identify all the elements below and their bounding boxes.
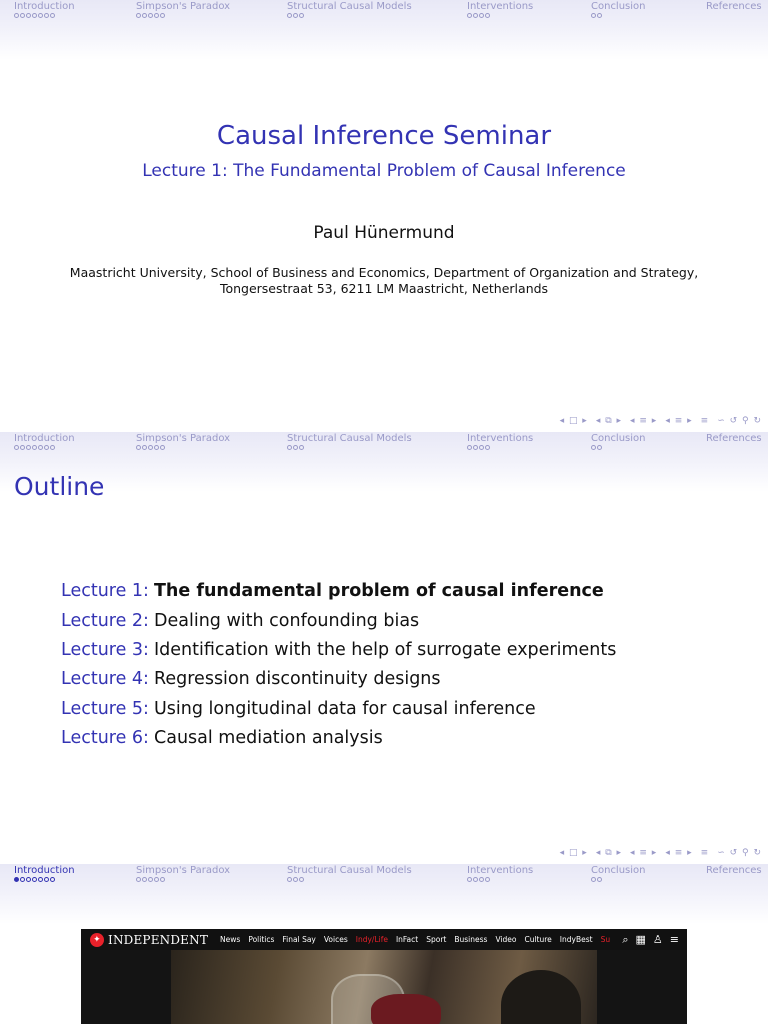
slide-dot[interactable] bbox=[299, 877, 304, 882]
slide-dot[interactable] bbox=[148, 13, 153, 18]
nav-section-introduction[interactable]: Introduction bbox=[14, 433, 75, 444]
nav-section-conclusion[interactable]: Conclusion bbox=[591, 1, 646, 12]
slide-dot[interactable] bbox=[479, 445, 484, 450]
slide-dot[interactable] bbox=[50, 13, 55, 18]
lecture-text: Causal mediation analysis bbox=[154, 728, 383, 748]
slide-dot[interactable] bbox=[32, 877, 37, 882]
institute bbox=[0, 265, 768, 297]
section-navigation-bar bbox=[0, 0, 768, 60]
slide-dots-structural-causal-models[interactable] bbox=[287, 877, 304, 885]
lecture-text: The fundamental problem of causal inference bbox=[154, 581, 604, 601]
slide-dots-conclusion[interactable] bbox=[591, 13, 602, 21]
slide-dot[interactable] bbox=[160, 13, 165, 18]
slide-dot[interactable] bbox=[287, 877, 292, 882]
slide-dots-introduction[interactable] bbox=[14, 13, 55, 21]
nav-document-icon[interactable]: ≡ bbox=[700, 848, 710, 858]
slide-dot[interactable] bbox=[14, 445, 19, 450]
slide-dot[interactable] bbox=[591, 877, 596, 882]
nav-search-icon[interactable]: ∽ ↺ ⚲ ↻ bbox=[717, 848, 762, 858]
nav-section-simpsons-paradox[interactable]: Simpson's Paradox bbox=[136, 433, 231, 444]
slide-dots-interventions[interactable] bbox=[467, 445, 490, 453]
nav-link: Voices bbox=[323, 935, 348, 944]
slide-dots-simpsons-paradox[interactable] bbox=[136, 877, 165, 885]
lecture-label: Lecture 1: bbox=[61, 581, 149, 601]
slide-dot[interactable] bbox=[148, 445, 153, 450]
nav-section-conclusion[interactable]: Conclusion bbox=[591, 865, 646, 876]
slide-dots-introduction[interactable] bbox=[14, 445, 55, 453]
lecture-label: Lecture 5: bbox=[61, 699, 149, 719]
independent-logo bbox=[90, 933, 208, 947]
slide-dot[interactable] bbox=[38, 13, 43, 18]
nav-section-structural-causal-models[interactable]: Structural Causal Models bbox=[287, 1, 412, 12]
slide-dot[interactable] bbox=[293, 445, 298, 450]
nav-section-structural-causal-models[interactable]: Structural Causal Models bbox=[287, 865, 412, 876]
lecture-label: Lecture 3: bbox=[61, 640, 149, 660]
slide-dot[interactable] bbox=[50, 445, 55, 450]
nav-section-interventions[interactable]: Interventions bbox=[467, 1, 534, 12]
slide-dots-simpsons-paradox[interactable] bbox=[136, 13, 165, 21]
slide-dots-structural-causal-models[interactable] bbox=[287, 13, 304, 21]
slide-dots-interventions[interactable] bbox=[467, 13, 490, 21]
lecture-item bbox=[61, 611, 419, 631]
slide-dots-simpsons-paradox[interactable] bbox=[136, 445, 165, 453]
slide-title bbox=[0, 0, 768, 432]
nav-slide-icon[interactable]: ◂ □ ▸ bbox=[559, 416, 588, 426]
lecture-item bbox=[61, 581, 604, 601]
nav-section-interventions[interactable]: Interventions bbox=[467, 865, 534, 876]
nav-subsection-icon[interactable]: ◂ ≡ ▸ bbox=[630, 416, 658, 426]
nav-link: Business bbox=[454, 935, 488, 944]
frame-title: Outline bbox=[14, 472, 105, 501]
lecture-label: Lecture 2: bbox=[61, 611, 149, 631]
nav-link: Indy/Life bbox=[355, 935, 388, 944]
nav-section-references[interactable]: References bbox=[706, 433, 762, 444]
slide-dot[interactable] bbox=[32, 445, 37, 450]
slide-dot[interactable] bbox=[597, 13, 602, 18]
nav-section-icon[interactable]: ◂ ≡ ▸ bbox=[665, 416, 693, 426]
slide-dot[interactable] bbox=[160, 877, 165, 882]
slide-dot[interactable] bbox=[479, 877, 484, 882]
section-navigation-bar bbox=[0, 432, 768, 492]
slide-dot[interactable] bbox=[287, 445, 292, 450]
newspaper-icons bbox=[622, 933, 679, 947]
lecture-item bbox=[61, 699, 536, 719]
slide-dot[interactable] bbox=[473, 13, 478, 18]
nav-link: News bbox=[220, 935, 241, 944]
nav-section-interventions[interactable]: Interventions bbox=[467, 433, 534, 444]
slide-dot[interactable] bbox=[597, 445, 602, 450]
slide-dot[interactable] bbox=[299, 445, 304, 450]
slide-dots-interventions[interactable] bbox=[467, 877, 490, 885]
lecture-text: Using longitudinal data for causal inference bbox=[154, 699, 536, 719]
slide-dot[interactable] bbox=[591, 13, 596, 18]
nav-section-structural-causal-models[interactable]: Structural Causal Models bbox=[287, 433, 412, 444]
nav-link: InFact bbox=[395, 935, 419, 944]
lecture-item bbox=[61, 640, 616, 660]
nav-document-icon[interactable]: ≡ bbox=[700, 416, 710, 426]
slide-dot[interactable] bbox=[160, 445, 165, 450]
menu-icon: ≡ bbox=[669, 933, 679, 946]
nav-search-icon[interactable]: ∽ ↺ ⚲ ↻ bbox=[717, 416, 762, 426]
slide-dot[interactable] bbox=[142, 13, 147, 18]
nav-frame-icon[interactable]: ◂ ⧉ ▸ bbox=[595, 416, 623, 426]
nav-section-icon[interactable]: ◂ ≡ ▸ bbox=[665, 848, 693, 858]
nav-section-introduction[interactable]: Introduction bbox=[14, 865, 75, 876]
slide-dot[interactable] bbox=[467, 13, 472, 18]
slide-dot[interactable] bbox=[473, 877, 478, 882]
presentation-subtitle: Lecture 1: The Fundamental Problem of Causal Inference bbox=[142, 161, 626, 181]
slide-dot[interactable] bbox=[136, 445, 141, 450]
wine bbox=[371, 994, 441, 1024]
slide-dot[interactable] bbox=[44, 13, 49, 18]
slide-dot[interactable] bbox=[20, 445, 25, 450]
lecture-text: Regression discontinuity designs bbox=[154, 669, 441, 689]
nav-section-references[interactable]: References bbox=[706, 1, 762, 12]
slide-dot[interactable] bbox=[154, 877, 159, 882]
wine-photo bbox=[171, 950, 597, 1024]
slide-dot[interactable] bbox=[32, 13, 37, 18]
slide-dot[interactable] bbox=[142, 877, 147, 882]
edition-icon: ▦ bbox=[635, 933, 646, 946]
slide-dot[interactable] bbox=[148, 877, 153, 882]
section-navigation-bar bbox=[0, 864, 768, 924]
user-icon: ♙ bbox=[652, 933, 663, 946]
slide-outline bbox=[0, 432, 768, 864]
institute-line-2: Tongersestraat 53, 6211 LM Maastricht, Netherlands bbox=[219, 281, 549, 296]
beamer-navigation-symbols bbox=[560, 416, 762, 426]
slide-dot[interactable] bbox=[485, 877, 490, 882]
slide-dot[interactable] bbox=[38, 445, 43, 450]
slide-dot[interactable] bbox=[591, 445, 596, 450]
lecture-item bbox=[61, 669, 441, 689]
slide-dot[interactable] bbox=[154, 13, 159, 18]
slide-dot[interactable] bbox=[485, 445, 490, 450]
lecture-label: Lecture 4: bbox=[61, 669, 149, 689]
slide-dot[interactable] bbox=[26, 445, 31, 450]
slide-dot[interactable] bbox=[44, 877, 49, 882]
author-name: Paul Hünermund bbox=[313, 223, 455, 243]
slide-dot[interactable] bbox=[136, 13, 141, 18]
slide-dot[interactable] bbox=[299, 13, 304, 18]
lecture-text: Dealing with confounding bias bbox=[154, 611, 420, 631]
nav-link: Sport bbox=[426, 935, 447, 944]
slide-dot[interactable] bbox=[485, 13, 490, 18]
newspaper-header bbox=[81, 929, 687, 950]
slide-dot[interactable] bbox=[293, 13, 298, 18]
presentation-title: Causal Inference Seminar bbox=[216, 121, 552, 151]
lecture-label: Lecture 6: bbox=[61, 728, 149, 748]
slide-dots-introduction[interactable] bbox=[14, 877, 55, 885]
eagle-icon: ✦ bbox=[90, 933, 104, 947]
lecture-item bbox=[61, 728, 383, 748]
slide-dot[interactable] bbox=[479, 13, 484, 18]
slide-dot[interactable] bbox=[473, 445, 478, 450]
nav-section-conclusion[interactable]: Conclusion bbox=[591, 433, 646, 444]
institute-line-1: Maastricht University, School of Business and Economics, Department of Organization and Strategy, bbox=[69, 265, 699, 280]
slide-dot[interactable] bbox=[38, 877, 43, 882]
slide-dot[interactable] bbox=[26, 877, 31, 882]
nav-subsection-icon[interactable]: ◂ ≡ ▸ bbox=[630, 848, 658, 858]
slide-dot[interactable] bbox=[293, 877, 298, 882]
slide-dots-structural-causal-models[interactable] bbox=[287, 445, 304, 453]
nav-link: Politics bbox=[248, 935, 275, 944]
slide-dot[interactable] bbox=[467, 445, 472, 450]
nav-section-simpsons-paradox[interactable]: Simpson's Paradox bbox=[136, 1, 231, 12]
nav-section-references[interactable]: References bbox=[706, 865, 762, 876]
newspaper-nav bbox=[220, 935, 610, 944]
slide-dot[interactable] bbox=[287, 13, 292, 18]
slide-dot-current[interactable] bbox=[14, 877, 19, 882]
slide-dot[interactable] bbox=[136, 877, 141, 882]
nav-link: IndyBest bbox=[559, 935, 593, 944]
nav-frame-icon[interactable]: ◂ ⧉ ▸ bbox=[595, 848, 623, 858]
slide-dot[interactable] bbox=[142, 445, 147, 450]
nav-section-introduction[interactable]: Introduction bbox=[14, 1, 75, 12]
nav-link: Final Say bbox=[282, 935, 316, 944]
nav-link: Video bbox=[495, 935, 517, 944]
slide-dot[interactable] bbox=[597, 877, 602, 882]
slide-dot[interactable] bbox=[20, 877, 25, 882]
nav-section-simpsons-paradox[interactable]: Simpson's Paradox bbox=[136, 865, 231, 876]
nav-link: Culture bbox=[524, 935, 552, 944]
slide-dots-conclusion[interactable] bbox=[591, 877, 602, 885]
slide-dots-conclusion[interactable] bbox=[591, 445, 602, 453]
slide-dot[interactable] bbox=[14, 13, 19, 18]
logo-text: INDEPENDENT bbox=[108, 932, 209, 947]
nav-link: Su bbox=[600, 935, 611, 944]
lecture-text: Identification with the help of surrogate experiments bbox=[154, 640, 617, 660]
slide-dot[interactable] bbox=[154, 445, 159, 450]
slide-dot[interactable] bbox=[50, 877, 55, 882]
slide-dot[interactable] bbox=[26, 13, 31, 18]
article-photo bbox=[81, 950, 687, 1024]
wine-bottle bbox=[501, 970, 581, 1024]
slide-dot[interactable] bbox=[467, 877, 472, 882]
beamer-navigation-symbols bbox=[560, 848, 762, 858]
slide-dot[interactable] bbox=[44, 445, 49, 450]
nav-slide-icon[interactable]: ◂ □ ▸ bbox=[559, 848, 588, 858]
slide-dot[interactable] bbox=[20, 13, 25, 18]
search-icon: ⌕ bbox=[622, 932, 629, 946]
